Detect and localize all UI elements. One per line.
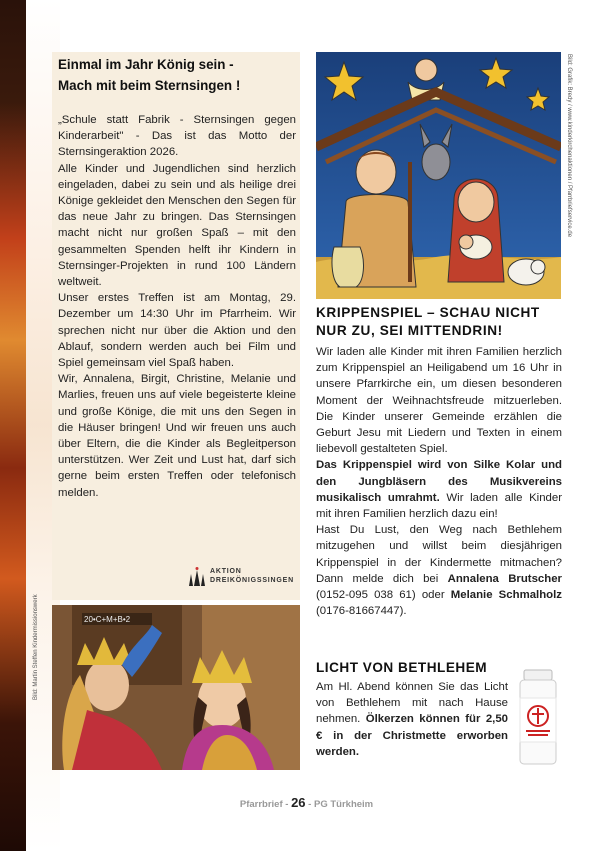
- heading-line: NUR ZU, SEI MITTENDRIN!: [316, 323, 503, 338]
- candle-icon: [514, 668, 562, 768]
- heading-line: Mach mit beim Sternsingen !: [58, 78, 241, 93]
- nativity-illustration: [316, 52, 561, 299]
- sternsingen-text: [58, 112, 296, 501]
- footer-text: - PG Türkheim: [305, 799, 374, 810]
- footer-text: Pfarrbrief -: [239, 799, 292, 810]
- heading-line: KRIPPENSPIEL – SCHAU NICHT: [316, 305, 540, 320]
- paragraph: Wir, Annalena, Birgit, Christine, Melanie und Marlies, freuen uns auf viele begeisterte kleine und große Könige, die mit uns den Segen in die Häuser bringen! Und wir freuen uns auch über Eltern, die die Kinder als Begleitperson unterstützen. Wer Zeit und Lust hat, darf sich gerne beim ersten Treffen oder telefonisch melden.: [58, 373, 296, 499]
- text-span: oder: [415, 589, 451, 602]
- contact-name: Annalena Brutscher: [447, 572, 562, 585]
- oil-candle-image: [514, 668, 562, 768]
- paragraph: [316, 522, 562, 619]
- krippenspiel-heading: [316, 304, 562, 340]
- sternsinger-kids-photo: [52, 605, 300, 770]
- heading-line: Einmal im Jahr König sein -: [58, 57, 234, 72]
- sternsingen-heading: [58, 54, 298, 96]
- logo-text: [210, 567, 294, 585]
- contact-name: Melanie Schmalholz: [450, 589, 562, 602]
- door-chalk-text: 20•C+M+B•2: [84, 615, 131, 624]
- nativity-caption: Bild: Grafik: Bredy / www.kinderkirchenaktionen / Pfarrbriefservice.de: [566, 54, 572, 238]
- page-number: 26: [291, 795, 306, 810]
- background-photo-strip: [0, 0, 26, 851]
- aktion-dreikoenigssingen-logo: [186, 564, 296, 592]
- bold-text: Ölkerzen können für 2,50 € in der Christmette erworben werden.: [316, 713, 509, 758]
- paragraph: Alle Kinder und Jugendlichen sind herzlich eingeladen, dabei zu sein und als heilige drei Könige gekleidet den Menschen den Segen für das neue Jahr zu bringen. Das Sternsingen macht nicht nur großen Spaß – mit den gesammelten Spenden helft ihr Kindern in Sternsinger-Projekten in rund 100 Ländern weltweit.: [58, 162, 296, 289]
- text-span: Am Hl. Abend können Sie das Licht von Bethlehem mit nach Hause nehmen.: [316, 681, 508, 726]
- nativity-drawing: [316, 52, 561, 299]
- kids-photo-drawing: [52, 605, 300, 770]
- text-span: Wir laden alle Kinder mit ihren Familien herzlich dazu ein!: [316, 491, 562, 521]
- text-span: Hast Du Lust, den Weg nach Bethlehem mitzugehen und willst beim diesjährigen Krippenspiel in der Kindermette mitmachen? Dann melde dich bei: [316, 524, 562, 585]
- paragraph: Unser erstes Treffen ist am Montag, 29. Dezember um 14:30 Uhr im Pfarrheim. Wir sprechen nicht nur über die Aktion und den Ablauf, sondern werden auch bei Film und Spiel gemeinsam viel Spaß haben.: [58, 292, 296, 370]
- three-kings-icon: [186, 566, 208, 588]
- paragraph: „Schule statt Fabrik - Sternsingen gegen Kinderarbeit" - Das ist das Motto der Sternsingeraktion 2026.: [58, 114, 296, 159]
- krippenspiel-text: [316, 344, 562, 619]
- page-footer: [0, 795, 613, 810]
- licht-von-bethlehem-text: [316, 679, 508, 760]
- paragraph: [316, 457, 562, 522]
- kids-photo-caption: [33, 688, 39, 700]
- contact-phone: (0152-095 038 61): [316, 589, 416, 602]
- paragraph: Wir laden alle Kinder mit ihren Familien herzlich zum Krippenspiel an Heiligabend um 16 Uhr in unsere Pfarrkirche ein, um diesen besonderen Moment der Weihnachtsfreude mitzuerleben. Die Kinder unserer Gemeinde erzählen die Geburt Jesu mit Liedern und Texten in einem liebevoll gestalteten Spiel.: [316, 346, 562, 456]
- logo-line: DREIKÖNIGSSINGEN: [210, 577, 294, 584]
- contact-phone: (0176-81667447).: [316, 605, 407, 618]
- paragraph: [316, 679, 508, 760]
- licht-von-bethlehem-heading: LICHT VON BETHLEHEM: [316, 660, 488, 675]
- bold-text: Das Krippenspiel wird von Silke Kolar und den Jungbläsern des Musikvereins musikalisch umrahmt.: [316, 459, 562, 504]
- logo-line: AKTION: [210, 568, 242, 575]
